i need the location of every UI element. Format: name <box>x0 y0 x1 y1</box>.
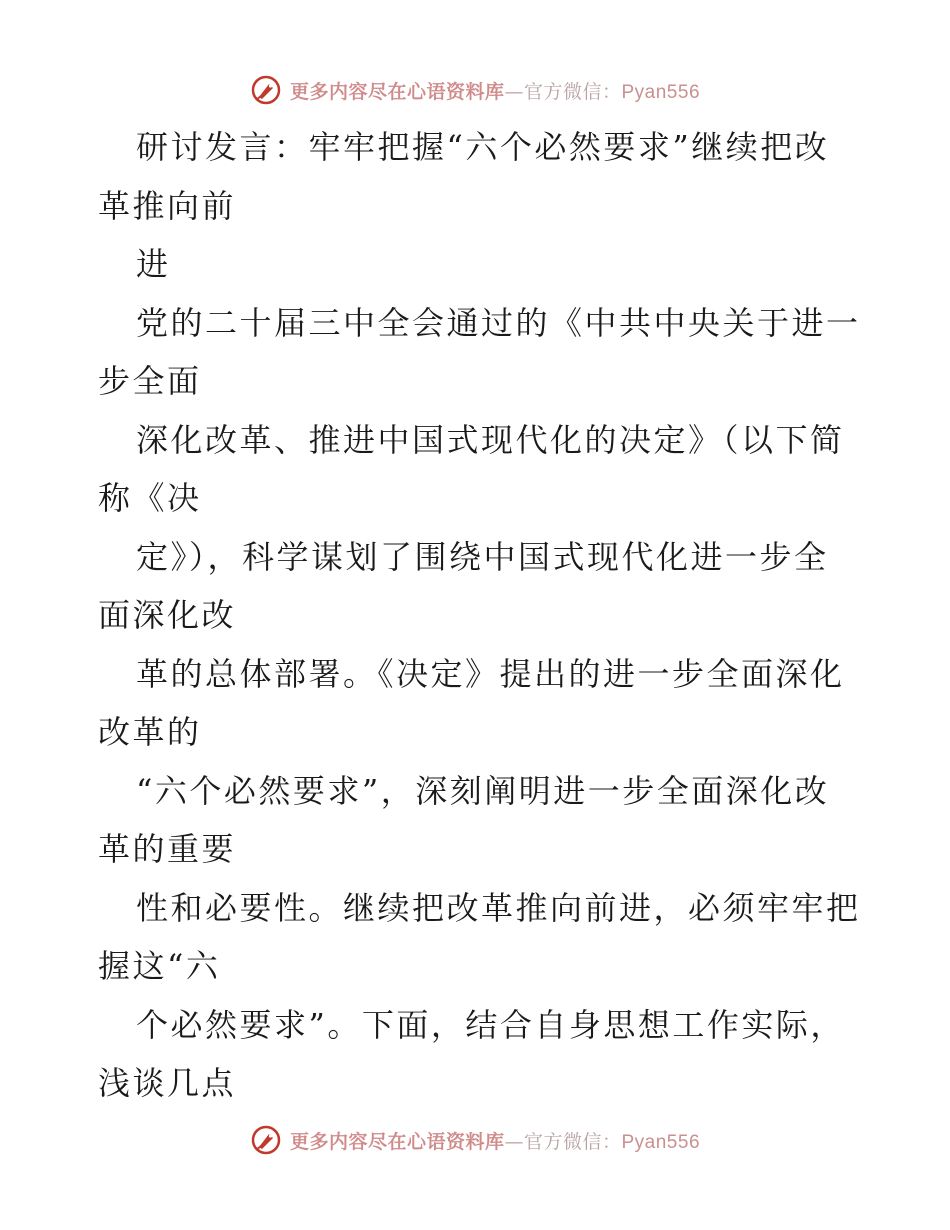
pen-nib-logo-icon <box>250 74 282 106</box>
watermark-text: 更多内容尽在心语资料库—官方微信：Pyan556 <box>289 80 701 103</box>
text-line: 革的总体部署。《决定》提出的进一步全面深化 <box>136 654 845 693</box>
text-line: 步全面 <box>98 362 202 400</box>
text-line: “六个必然要求”，深刻阐明进一步全面深化改 <box>136 771 830 810</box>
text-line: 定》），科学谋划了围绕中国式现代化进一步全 <box>136 537 829 576</box>
text-line: 革的重要 <box>98 830 237 868</box>
text-line: 面深化改 <box>98 596 237 634</box>
watermark-text: 更多内容尽在心语资料库—官方微信：Pyan556 <box>289 1130 701 1153</box>
text-line: 进 <box>136 245 171 283</box>
text-line: 浅谈几点 <box>98 1064 237 1102</box>
watermark-header <box>0 70 950 110</box>
text-line: 称《决 <box>98 479 202 517</box>
text-line: 党的二十届三中全会通过的《中共中央关于进一 <box>136 303 861 342</box>
text-line: 个必然要求”。下面，结合自身思想工作实际， <box>136 1005 845 1044</box>
text-line: 研讨发言：牢牢把握“六个必然要求”继续把改 <box>136 128 830 166</box>
document-body <box>98 118 861 1113</box>
watermark-footer <box>0 1120 950 1160</box>
text-line: 深化改革、推进中国式现代化的决定》（以下简 <box>136 420 845 459</box>
text-line: 革推向前 <box>98 186 237 225</box>
text-line: 握这“六 <box>98 947 221 985</box>
text-line: 性和必要性。继续把改革推向前进，必须牢牢把 <box>136 888 861 927</box>
text-line: 改革的 <box>98 713 202 751</box>
pen-nib-logo-icon <box>250 1124 282 1156</box>
